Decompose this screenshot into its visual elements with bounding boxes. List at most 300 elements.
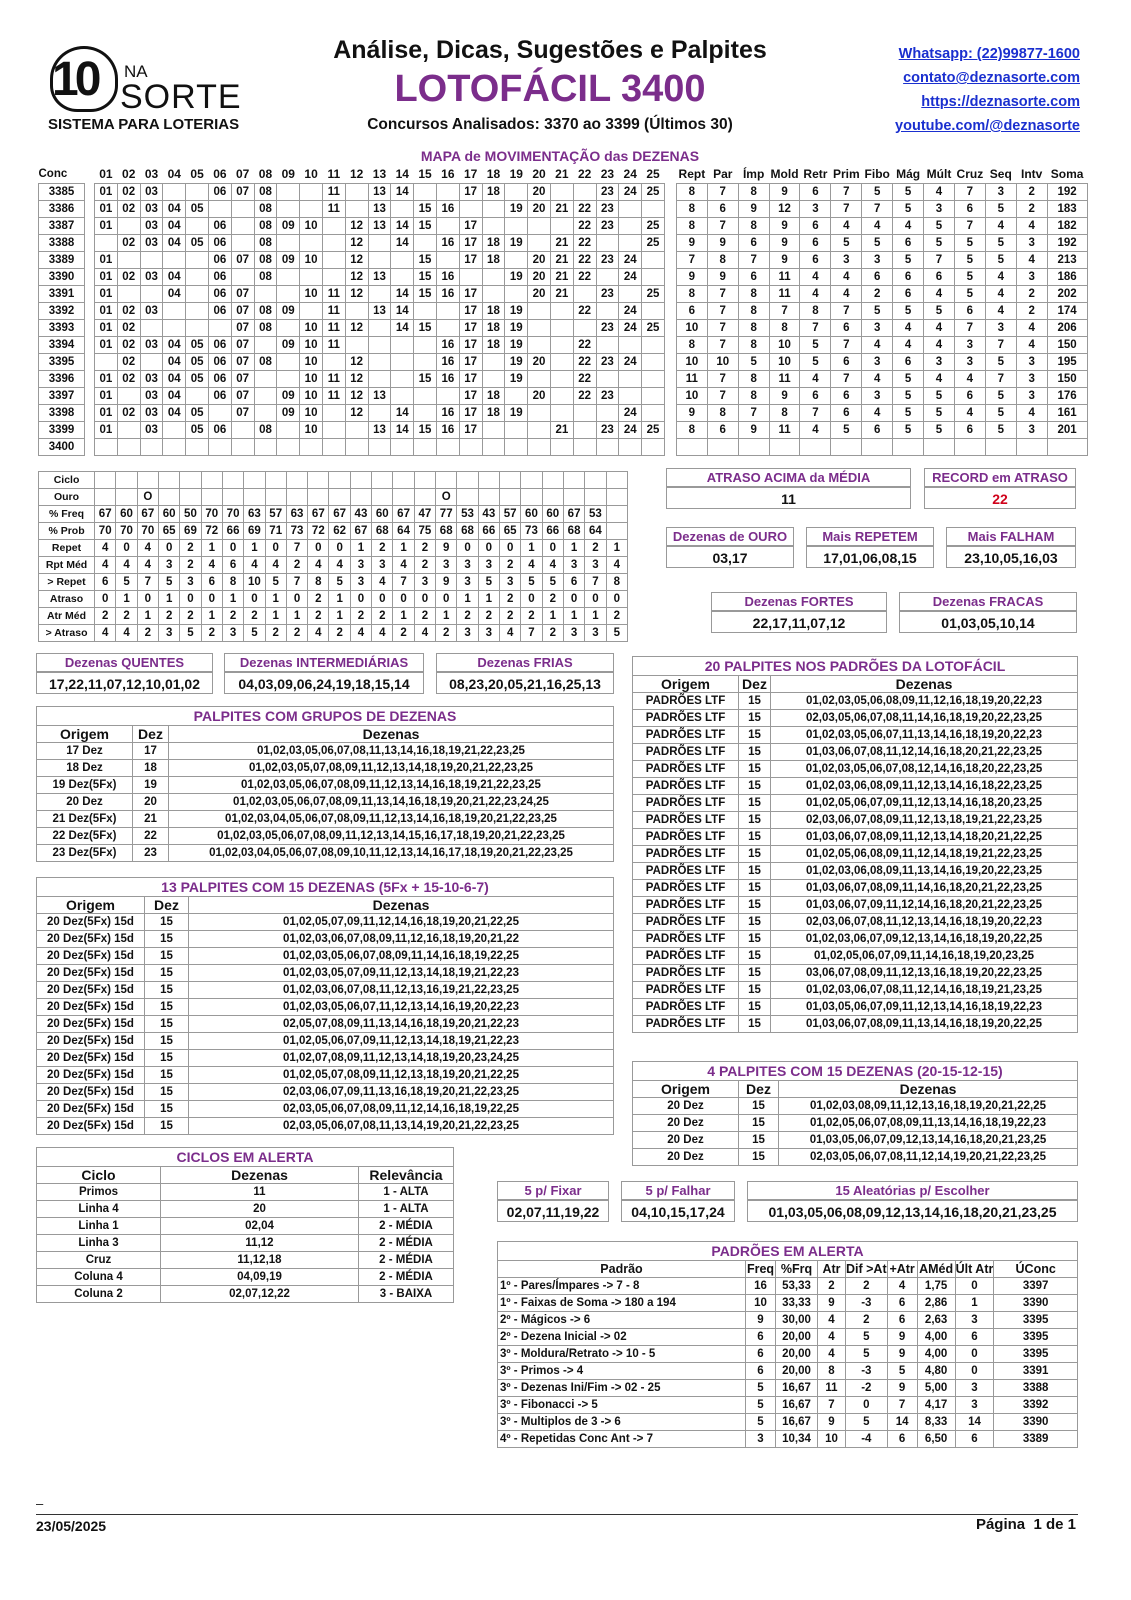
grupos-row-dezenas: 01,02,03,05,06,07,08,09,11,13,14,16,18,19,20,21,22,23,24,25 — [169, 794, 614, 811]
stats-cell: 7 — [393, 574, 414, 591]
mapa-stat: 5 — [893, 302, 924, 319]
grupos-row-dezenas: 01,02,03,04,05,06,07,08,09,10,11,12,13,14,16,17,18,19,20,21,22,23,25 — [169, 845, 614, 862]
mapa-stat: 9 — [738, 200, 769, 217]
mapa-cell: 21 — [550, 200, 573, 217]
quentes-box — [36, 653, 213, 694]
stats-cell: 60 — [372, 506, 393, 523]
mapa-cell — [186, 438, 209, 455]
mapa-cell: 18 — [482, 183, 505, 200]
ciclos-row-dezenas: 2 - MÉDIA — [359, 1218, 454, 1235]
mapa-cell: 10 — [300, 251, 323, 268]
mapa-cell — [596, 268, 619, 285]
mapa-cell — [300, 302, 323, 319]
mapa-stat: 9 — [707, 268, 738, 285]
padroes-cell: 30,00 — [776, 1312, 818, 1329]
mapa-h-dezena: 06 — [213, 167, 227, 182]
mapa-gap — [85, 387, 95, 404]
mapa-row — [39, 183, 1088, 200]
mapa-cell: 12 — [345, 285, 368, 302]
mapa-cell: 05 — [186, 370, 209, 387]
mapa-cell — [95, 353, 118, 370]
stats-cell: 2 — [372, 608, 393, 625]
quatro-row-dez: 15 — [739, 1115, 779, 1132]
mapa-cell: 01 — [95, 268, 118, 285]
mapa-cell: 22 — [573, 302, 596, 319]
mapa-stat: 5 — [924, 234, 955, 251]
stats-label: > Atraso — [39, 625, 95, 642]
mapa-cell — [368, 251, 391, 268]
vinte-row-origem: PADRÕES LTF — [633, 761, 739, 778]
vinte-row-dezenas: 01,03,06,07,08,09,11,14,16,18,20,21,22,23,25 — [771, 880, 1078, 897]
ciclos-row — [37, 1201, 454, 1218]
mapa-gap — [85, 319, 95, 336]
mapa-stat: 4 — [924, 285, 955, 302]
padroes-cell: 1º - Pares/Ímpares -> 7 - 8 — [498, 1278, 746, 1295]
padroes-cell: 16,67 — [776, 1397, 818, 1414]
stats-cell: 75 — [414, 523, 435, 540]
mapa-cell — [163, 319, 186, 336]
vinte-row-dezenas: 01,02,03,06,07,08,11,12,14,16,18,19,21,23,25 — [771, 982, 1078, 999]
stats-cell: 0 — [542, 540, 563, 557]
padroes-cell: 6 — [955, 1431, 994, 1448]
mapa-cell: 22 — [573, 336, 596, 353]
mapa-stat: 5 — [738, 353, 769, 370]
email-link[interactable]: contato@deznasorte.com — [903, 70, 1080, 86]
mapa-conc: 3390 — [39, 268, 85, 285]
fortes-box — [711, 592, 887, 633]
mapa-cell: 03 — [140, 268, 163, 285]
mapa-stat: 213 — [1047, 251, 1087, 268]
mapa-cell: 17 — [459, 421, 482, 438]
mapa-gap — [85, 404, 95, 421]
padroes-h: Freq — [746, 1262, 775, 1276]
mapa-cell: 10 — [300, 353, 323, 370]
mapa-stat: 6 — [893, 268, 924, 285]
padroes-h: +Atr — [887, 1261, 917, 1278]
mapa-cell: 05 — [186, 353, 209, 370]
stats-cell: 2 — [393, 625, 414, 642]
mapa-cell: 15 — [414, 421, 437, 438]
mapa-stat: 5 — [924, 421, 955, 438]
vinte-title: 20 PALPITES NOS PADRÕES DA LOTOFÁCIL — [633, 657, 1078, 676]
mapa-stat — [831, 438, 862, 455]
mapa-cell — [186, 302, 209, 319]
vinte-row-origem: PADRÕES LTF — [633, 1016, 739, 1033]
mapa-cell — [254, 404, 277, 421]
mapa-cell — [550, 370, 573, 387]
stats-cell — [350, 472, 371, 489]
mapa-cell — [140, 251, 163, 268]
mapa-gap — [85, 234, 95, 251]
stats-row — [39, 472, 628, 489]
repetem-value: 17,01,06,08,15 — [806, 546, 934, 568]
mapa-cell — [300, 200, 323, 217]
padroes-row — [498, 1329, 1078, 1346]
grupos-row — [37, 811, 614, 828]
mapa-h-dezena: 23 — [600, 167, 615, 182]
mapa-stat: 8 — [676, 336, 707, 353]
mapa-cell — [208, 438, 231, 455]
mapa-cell: 07 — [231, 183, 254, 200]
mapa-cell: 18 — [482, 234, 505, 251]
mapa-cell: 06 — [208, 234, 231, 251]
mapa-h-stat: Múlt — [926, 167, 952, 182]
mapa-gap — [664, 404, 676, 421]
fracas-label: Dezenas FRACAS — [899, 592, 1077, 611]
falham-label: Mais FALHAM — [946, 527, 1076, 546]
mapa-cell — [322, 268, 345, 285]
mapa-h-stat: Intv — [1020, 167, 1043, 182]
mapa-cell: 22 — [573, 200, 596, 217]
mapa-cell: 16 — [436, 421, 459, 438]
mapa-cell — [414, 183, 437, 200]
mapa-cell: 07 — [231, 404, 254, 421]
treze-row-dez: 15 — [145, 948, 189, 965]
stats-cell — [308, 489, 329, 506]
mapa-cell: 17 — [459, 217, 482, 234]
ciclos-row — [37, 1218, 454, 1235]
stats-cell: 5 — [329, 574, 350, 591]
mapa-cell — [368, 319, 391, 336]
padroes-cell: 3397 — [994, 1278, 1078, 1295]
fixar-label: 5 p/ Fixar — [497, 1181, 609, 1200]
treze-row-origem: 20 Dez(5Fx) 15d — [37, 965, 145, 982]
mapa-cell: 18 — [482, 387, 505, 404]
mapa-cell: 01 — [95, 421, 118, 438]
mapa-cell — [550, 438, 573, 455]
mapa-gap — [664, 285, 676, 302]
mapa-stat: 8 — [769, 404, 800, 421]
stats-cell — [542, 489, 563, 506]
stats-cell — [499, 472, 520, 489]
mapa-stat: 6 — [862, 421, 893, 438]
mapa-stat: 10 — [769, 336, 800, 353]
mapa-cell: 09 — [277, 387, 300, 404]
stats-cell: 65 — [158, 523, 179, 540]
stats-cell: 70 — [222, 506, 243, 523]
mapa-gap — [664, 387, 676, 404]
mapa-stat: 10 — [769, 353, 800, 370]
mapa-stat: 7 — [954, 319, 985, 336]
ciclos-row-dez: 11,12,18 — [161, 1252, 359, 1269]
padroes-cell: 3395 — [994, 1346, 1078, 1363]
stats-cell: 68 — [457, 523, 478, 540]
mapa-cell — [391, 387, 414, 404]
mapa-h-stat: Ímp — [742, 167, 765, 182]
mapa-cell: 01 — [95, 404, 118, 421]
treze-row-origem: 20 Dez(5Fx) 15d — [37, 948, 145, 965]
mapa-stat — [985, 438, 1016, 455]
mapa-cell — [619, 387, 642, 404]
stats-cell: 4 — [372, 574, 393, 591]
stats-cell: 3 — [457, 557, 478, 574]
padroes-cell: 8 — [818, 1363, 846, 1380]
padroes-cell: -2 — [846, 1380, 888, 1397]
mapa-stat: 6 — [676, 302, 707, 319]
mapa-stat: 5 — [954, 234, 985, 251]
mapa-conc: 3396 — [39, 370, 85, 387]
padroes-cell: 6 — [887, 1295, 917, 1312]
mapa-cell — [277, 370, 300, 387]
mapa-gap — [85, 200, 95, 217]
mapa-cell: 23 — [596, 285, 619, 302]
mapa-cell: 05 — [186, 404, 209, 421]
mapa-gap — [664, 421, 676, 438]
stats-cell — [478, 489, 499, 506]
mapa-cell — [277, 285, 300, 302]
mapa-cell: 19 — [505, 370, 528, 387]
mapa-stat: 3 — [862, 387, 893, 404]
vinte-row-dez: 15 — [739, 914, 771, 931]
treze-row-origem: 20 Dez(5Fx) 15d — [37, 914, 145, 931]
vinte-table — [632, 656, 1078, 1033]
mapa-cell: 19 — [505, 302, 528, 319]
stats-cell: 73 — [286, 523, 307, 540]
mapa-cell — [140, 438, 163, 455]
stats-cell: 53 — [585, 506, 606, 523]
treze-row — [37, 999, 614, 1016]
falhar-label: 5 p/ Falhar — [621, 1181, 735, 1200]
mapa-stat: 10 — [676, 387, 707, 404]
treze-row-dezenas: 02,03,06,07,09,11,13,16,18,19,20,21,22,23,25 — [189, 1084, 614, 1101]
mapa-cell — [391, 268, 414, 285]
mapa-stat: 150 — [1047, 370, 1087, 387]
mapa-cell — [391, 353, 414, 370]
quatro-row-dez: 15 — [739, 1149, 779, 1166]
stats-cell: 7 — [585, 574, 606, 591]
mapa-cell — [596, 370, 619, 387]
stats-cell: 9 — [436, 574, 457, 591]
stats-cell: 2 — [414, 608, 435, 625]
whatsapp-link[interactable]: Whatsapp: (22)99877-1600 — [898, 46, 1080, 62]
mapa-stat: 6 — [893, 234, 924, 251]
mapa-cell — [505, 251, 528, 268]
mapa-stat: 7 — [707, 183, 738, 200]
mapa-cell: 03 — [140, 387, 163, 404]
mapa-cell: 10 — [300, 387, 323, 404]
record-label: RECORD em ATRASO — [924, 468, 1076, 487]
treze-row-dezenas: 02,05,07,08,09,11,13,14,16,18,19,20,21,22,23 — [189, 1016, 614, 1033]
stats-cell: 2 — [350, 608, 371, 625]
stats-cell: 0 — [457, 540, 478, 557]
padroes-row — [498, 1431, 1078, 1448]
stats-cell: 0 — [222, 540, 243, 557]
stats-cell: 4 — [350, 625, 371, 642]
mapa-row — [39, 353, 1088, 370]
mapa-h-stat: Retr — [803, 167, 828, 182]
grupos-row — [37, 777, 614, 794]
mapa-stat: 5 — [800, 336, 831, 353]
mapa-stat: 7 — [831, 370, 862, 387]
mapa-cell: 13 — [368, 183, 391, 200]
mapa-cell: 06 — [208, 268, 231, 285]
padroes-cell: 5 — [846, 1346, 888, 1363]
stats-cell: 1 — [286, 608, 307, 625]
stats-row — [39, 506, 628, 523]
treze-h-dez: Dez — [145, 897, 189, 914]
stats-row — [39, 523, 628, 540]
vinte-row — [633, 710, 1078, 727]
mapa-cell — [368, 234, 391, 251]
padroes-cell: 3390 — [994, 1295, 1078, 1312]
mapa-cell: 02 — [117, 200, 140, 217]
ciclos-row-dezenas: 3 - BAIXA — [359, 1286, 454, 1303]
padroes-cell: 9 — [746, 1312, 776, 1329]
mapa-cell: 24 — [619, 183, 642, 200]
mapa-cell: 01 — [95, 183, 118, 200]
stats-cell: 3 — [478, 625, 499, 642]
mapa-cell — [550, 353, 573, 370]
padroes-cell: 6,50 — [917, 1431, 955, 1448]
mapa-cell: 14 — [391, 319, 414, 336]
stats-cell: 4 — [393, 557, 414, 574]
mapa-stat: 8 — [676, 200, 707, 217]
logo-number: 10 — [52, 53, 98, 106]
stats-cell — [244, 489, 265, 506]
padroes-cell: 3º - Dezenas Ini/Fim -> 02 - 25 — [498, 1380, 746, 1397]
padroes-cell: 0 — [846, 1397, 888, 1414]
mapa-conc: 3389 — [39, 251, 85, 268]
youtube-link[interactable]: youtube.com/@deznasorte — [895, 118, 1080, 134]
vinte-h-origem: Origem — [633, 676, 739, 693]
stats-cell: 2 — [286, 625, 307, 642]
quatro-row-origem: 20 Dez — [633, 1132, 739, 1149]
padroes-cell: 6 — [746, 1363, 776, 1380]
mapa-stat: 9 — [769, 234, 800, 251]
mapa-cell: 24 — [619, 302, 642, 319]
mapa-stat: 3 — [985, 319, 1016, 336]
mapa-stat: 5 — [985, 387, 1016, 404]
mapa-stat — [707, 438, 738, 455]
mapa-gap — [85, 302, 95, 319]
website-link[interactable]: https://deznasorte.com — [921, 94, 1080, 110]
mapa-h-dezena: 24 — [623, 167, 637, 182]
mapa-cell: 16 — [436, 336, 459, 353]
intermed-value: 04,03,09,06,24,19,18,15,14 — [224, 672, 424, 694]
mapa-cell: 03 — [140, 217, 163, 234]
mapa-cell: 11 — [322, 387, 345, 404]
mapa-cell — [482, 421, 505, 438]
treze-row — [37, 948, 614, 965]
mapa-cell — [254, 370, 277, 387]
vinte-row — [633, 1016, 1078, 1033]
mapa-cell — [619, 200, 642, 217]
mapa-cell — [117, 421, 140, 438]
mapa-cell: 23 — [596, 251, 619, 268]
stats-cell: 1 — [265, 591, 286, 608]
mapa-conc: 3393 — [39, 319, 85, 336]
treze-row-dez: 15 — [145, 1050, 189, 1067]
mapa-gap — [664, 370, 676, 387]
stats-cell: 1 — [201, 540, 222, 557]
mapa-cell — [505, 217, 528, 234]
padroes-row — [498, 1397, 1078, 1414]
mapa-cell — [642, 302, 665, 319]
treze-h-dezenas: Dezenas — [189, 897, 614, 914]
mapa-cell: 14 — [391, 302, 414, 319]
mapa-h-dezena: 25 — [646, 167, 660, 182]
padroes-cell: -3 — [846, 1363, 888, 1380]
stats-cell: 0 — [137, 591, 158, 608]
mapa-cell: 18 — [482, 302, 505, 319]
mapa-row — [39, 438, 1088, 455]
vinte-row — [633, 812, 1078, 829]
mapa-cell: 09 — [277, 217, 300, 234]
vinte-row — [633, 829, 1078, 846]
vinte-row-dezenas: 01,03,06,07,08,09,11,12,13,14,18,20,21,22,25 — [771, 829, 1078, 846]
mapa-cell: 03 — [140, 234, 163, 251]
vinte-row-dez: 15 — [739, 744, 771, 761]
vinte-row-origem: PADRÕES LTF — [633, 710, 739, 727]
mapa-cell — [186, 183, 209, 200]
mapa-stat: 5 — [924, 217, 955, 234]
mapa-cell — [642, 268, 665, 285]
stats-cell: 2 — [180, 540, 201, 557]
stats-cell: 2 — [158, 608, 179, 625]
mapa-cell: 13 — [368, 217, 391, 234]
mapa-cell — [505, 183, 528, 200]
mapa-stat: 3 — [800, 200, 831, 217]
mapa-stat: 4 — [800, 285, 831, 302]
mapa-cell: 09 — [277, 302, 300, 319]
ciclos-row-dez: 11 — [161, 1184, 359, 1201]
stats-cell — [606, 523, 627, 540]
stats-cell — [180, 489, 201, 506]
grupos-title: PALPITES COM GRUPOS DE DEZENAS — [37, 707, 614, 726]
mapa-cell — [550, 336, 573, 353]
mapa-row — [39, 268, 1088, 285]
padroes-cell: 6 — [746, 1346, 776, 1363]
treze-row-dez: 15 — [145, 931, 189, 948]
stats-cell — [478, 472, 499, 489]
stats-cell: 70 — [116, 523, 137, 540]
stats-cell: 0 — [414, 591, 435, 608]
mapa-cell: 15 — [414, 370, 437, 387]
mapa-stat: 4 — [924, 336, 955, 353]
stats-cell: 67 — [350, 523, 371, 540]
mapa-stat: 3 — [954, 353, 985, 370]
mapa-stat: 3 — [924, 353, 955, 370]
mapa-cell: 01 — [95, 387, 118, 404]
stats-cell — [606, 472, 627, 489]
mapa-cell: 04 — [163, 387, 186, 404]
fracas-value: 01,03,05,10,14 — [899, 611, 1077, 633]
mapa-cell: 23 — [596, 387, 619, 404]
mapa-cell: 22 — [573, 353, 596, 370]
stats-cell: 68 — [563, 523, 584, 540]
treze-row-dez: 15 — [145, 965, 189, 982]
padroes-cell: 7 — [887, 1397, 917, 1414]
mapa-stat: 6 — [831, 353, 862, 370]
mapa-stat: 183 — [1047, 200, 1087, 217]
mapa-cell: 09 — [277, 404, 300, 421]
treze-row-origem: 20 Dez(5Fx) 15d — [37, 1067, 145, 1084]
padroes-cell: 6 — [955, 1329, 994, 1346]
mapa-stat: 5 — [893, 251, 924, 268]
mapa-h-conc: Conc — [38, 168, 68, 181]
mapa-stat: 182 — [1047, 217, 1087, 234]
mapa-h-stat: Par — [713, 167, 733, 182]
mapa-gap — [664, 251, 676, 268]
mapa-cell — [528, 319, 551, 336]
treze-row — [37, 965, 614, 982]
stats-label: % Prob — [39, 523, 95, 540]
mapa-stat: 5 — [893, 387, 924, 404]
mapa-cell: 15 — [414, 217, 437, 234]
vinte-row — [633, 948, 1078, 965]
mapa-stat: 6 — [954, 302, 985, 319]
stats-cell: 3 — [158, 625, 179, 642]
